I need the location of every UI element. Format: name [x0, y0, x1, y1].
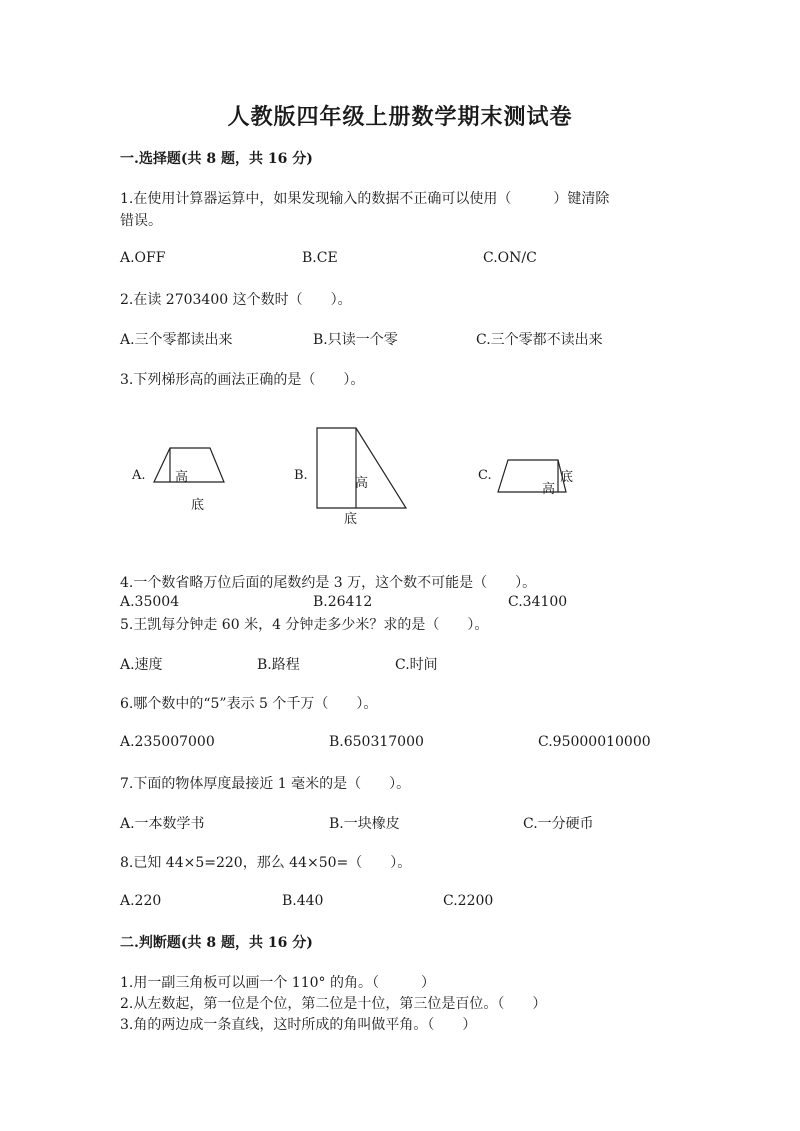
- q4-option-c: C.34100: [508, 594, 568, 610]
- question-6: 6.哪个数中的“5”表示 5 个千万（ ）。: [120, 696, 378, 712]
- question-5: 5.王凯每分钟走 60 米，4 分钟走多少米？求的是（ ）。: [120, 617, 489, 633]
- section-heading-judgement: 二.判断题(共 8 题，共 16 分): [120, 935, 313, 951]
- figure-c-base-label: 底: [560, 470, 574, 485]
- question-3: 3.下列梯形高的画法正确的是（ ）。: [120, 372, 365, 388]
- question-4: 4.一个数省略万位后面的尾数约是 3 万，这个数不可能是（ ）。: [120, 575, 537, 591]
- question-2: 2.在读 2703400 这个数时（ ）。: [120, 292, 352, 308]
- question-1-line2: 错误。: [120, 213, 162, 229]
- figure-b-height-label: 高: [355, 476, 369, 491]
- question-7: 7.下面的物体厚度最接近 1 毫米的是（ ）。: [120, 776, 411, 792]
- judgement-2: 2.从左数起，第一位是个位，第二位是十位，第三位是百位。（ ）: [120, 996, 547, 1012]
- q7-option-a: A.一本数学书: [120, 816, 205, 832]
- q2-option-c: C.三个零都不读出来: [476, 332, 603, 348]
- figure-c-height-label: 高: [542, 482, 556, 497]
- q6-option-b: B.650317000: [329, 734, 424, 750]
- q2-option-b: B.只读一个零: [313, 332, 398, 348]
- q5-option-a: A.速度: [120, 657, 163, 673]
- q7-option-b: B.一块橡皮: [329, 816, 400, 832]
- q2-option-a: A.三个零都读出来: [120, 332, 233, 348]
- q6-option-c: C.95000010000: [538, 734, 651, 750]
- question-1-line1: 1.在使用计算器运算中，如果发现输入的数据不正确可以使用（ ）键清除: [120, 191, 610, 207]
- q4-option-a: A.35004: [120, 594, 180, 610]
- figure-b-trapezoid: [314, 424, 414, 514]
- q4-option-b: B.26412: [313, 594, 373, 610]
- q1-option-a: A.OFF: [120, 250, 166, 266]
- figure-b-base-label: 底: [344, 512, 358, 527]
- q1-option-c: C.ON/C: [483, 250, 537, 266]
- judgement-1: 1.用一副三角板可以画一个 110° 的角。（ ）: [120, 975, 435, 991]
- q6-option-a: A.235007000: [120, 734, 215, 750]
- q5-option-c: C.时间: [395, 657, 438, 673]
- q7-option-c: C.一分硬币: [523, 816, 594, 832]
- section-heading-choice: 一.选择题(共 8 题，共 16 分): [120, 151, 313, 167]
- figure-a-base-label: 底: [191, 498, 205, 513]
- q5-option-b: B.路程: [257, 657, 300, 673]
- q1-option-b: B.CE: [302, 250, 338, 266]
- q8-option-a: A.220: [120, 893, 162, 909]
- q8-option-c: C.2200: [443, 893, 494, 909]
- page-title: 人教版四年级上册数学期末测试卷: [227, 104, 573, 130]
- figure-a-label: A.: [132, 468, 146, 483]
- figure-b-label: B.: [294, 468, 308, 483]
- question-8: 8.已知 44×5=220，那么 44×50=（ ）。: [120, 855, 412, 871]
- judgement-3: 3.角的两边成一条直线，这时所成的角叫做平角。（ ）: [120, 1017, 477, 1033]
- q8-option-b: B.440: [282, 893, 324, 909]
- figure-c-label: C.: [478, 468, 492, 483]
- figure-a-height-label: 高: [175, 470, 189, 485]
